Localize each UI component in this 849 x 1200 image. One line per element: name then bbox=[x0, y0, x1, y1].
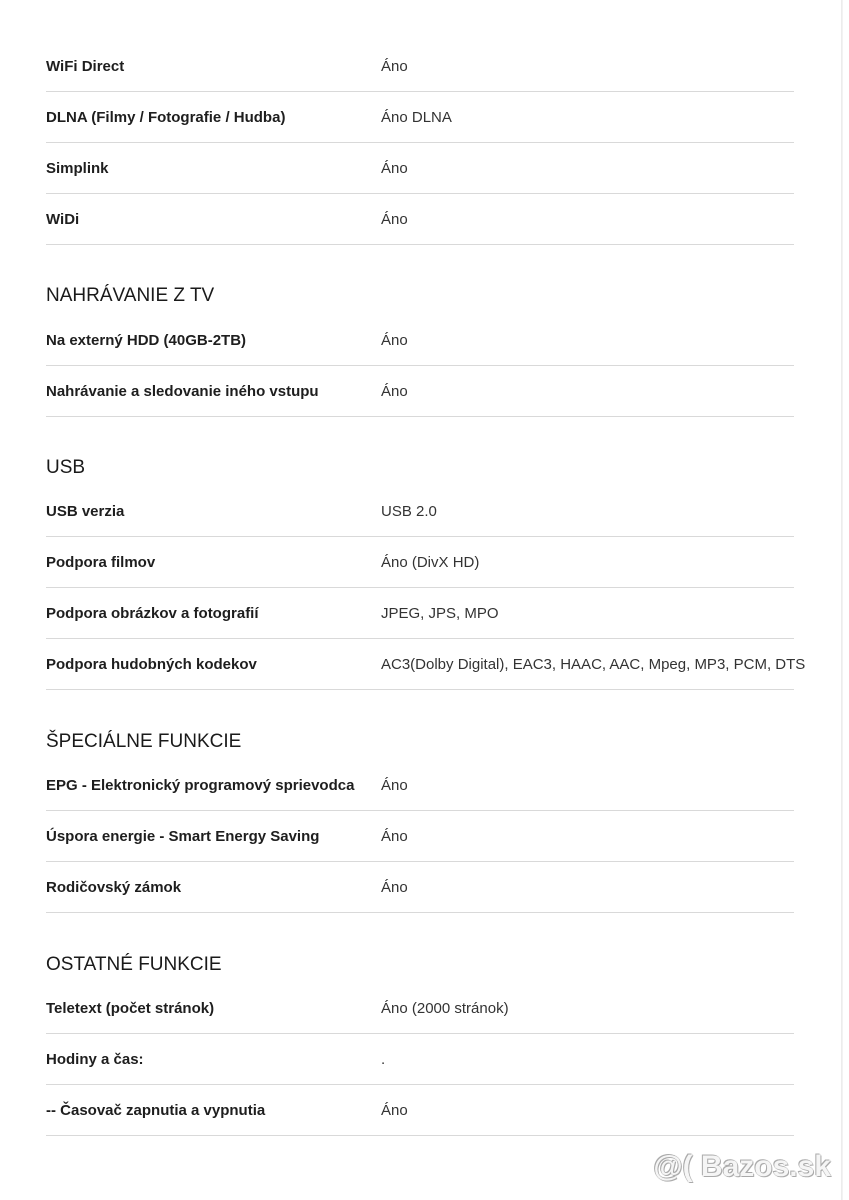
spec-row-timer bbox=[46, 1085, 794, 1136]
spec-label: Hodiny a čas: bbox=[46, 1051, 144, 1068]
spec-label: Podpora hudobných kodekov bbox=[46, 656, 257, 673]
spec-value: Áno bbox=[381, 160, 408, 177]
spec-label: DLNA (Filmy / Fotografie / Hudba) bbox=[46, 109, 286, 126]
spec-label: Nahrávanie a sledovanie iného vstupu bbox=[46, 383, 319, 400]
spec-value: Áno (2000 stránok) bbox=[381, 1000, 509, 1017]
spec-value: Áno bbox=[381, 383, 408, 400]
spec-row-audio-codecs bbox=[46, 639, 806, 690]
section-title-usb: USB bbox=[46, 457, 86, 478]
spec-value: Áno bbox=[381, 828, 408, 845]
section-title-recording: NAHRÁVANIE Z TV bbox=[46, 285, 215, 306]
spec-label: Rodičovský zámok bbox=[46, 879, 182, 896]
spec-row-epg bbox=[46, 760, 794, 811]
spec-label: EPG - Elektronický programový sprievodca bbox=[46, 777, 355, 794]
spec-label: Podpora obrázkov a fotografií bbox=[46, 605, 259, 622]
spec-label: WiFi Direct bbox=[46, 58, 125, 75]
spec-value: Áno bbox=[381, 332, 408, 349]
scan-edge-shadow bbox=[841, 0, 843, 1200]
spec-value: Áno bbox=[381, 1102, 408, 1119]
spec-value: Áno DLNA bbox=[381, 109, 452, 126]
spec-label: Simplink bbox=[46, 160, 109, 177]
spec-row-parental-lock bbox=[46, 862, 794, 913]
spec-label: Na externý HDD (40GB-2TB) bbox=[46, 332, 247, 349]
spec-row-record-watch bbox=[46, 366, 794, 417]
spec-row-clock-time bbox=[46, 1034, 794, 1085]
watermark-logo: @( Bazos.sk bbox=[653, 1150, 831, 1183]
spec-value: USB 2.0 bbox=[381, 503, 437, 520]
spec-value: Áno bbox=[381, 879, 408, 896]
section-title-other-functions: OSTATNÉ FUNKCIE bbox=[46, 954, 222, 975]
spec-value: Áno bbox=[381, 58, 408, 75]
spec-row-simplink bbox=[46, 143, 794, 194]
spec-value: Áno bbox=[381, 777, 408, 794]
spec-row-widi bbox=[46, 194, 794, 245]
spec-label: Úspora energie - Smart Energy Saving bbox=[46, 828, 320, 845]
spec-value: JPEG, JPS, MPO bbox=[381, 605, 499, 622]
spec-row-usb-version bbox=[46, 486, 794, 537]
section-title-special-functions: ŠPECIÁLNE FUNKCIE bbox=[46, 731, 242, 752]
spec-label: Teletext (počet stránok) bbox=[46, 1000, 215, 1017]
spec-label: Podpora filmov bbox=[46, 554, 156, 571]
spec-label: USB verzia bbox=[46, 503, 125, 520]
spec-row-teletext bbox=[46, 983, 794, 1034]
spec-row-image-support bbox=[46, 588, 794, 639]
spec-row-energy-saving bbox=[46, 811, 794, 862]
spec-row-dlna bbox=[46, 92, 794, 143]
spec-row-movie-support bbox=[46, 537, 794, 588]
spec-value: AC3(Dolby Digital), EAC3, HAAC, AAC, Mpeg, MP3, PCM, DTS bbox=[381, 656, 806, 673]
spec-label: WiDi bbox=[46, 211, 80, 228]
spec-value: Áno bbox=[381, 211, 408, 228]
spec-row-external-hdd bbox=[46, 315, 794, 366]
spec-value: Áno (DivX HD) bbox=[381, 554, 480, 571]
spec-label: -- Časovač zapnutia a vypnutia bbox=[46, 1102, 266, 1119]
spec-value: . bbox=[381, 1051, 386, 1068]
spec-row-wifi-direct bbox=[46, 41, 794, 92]
